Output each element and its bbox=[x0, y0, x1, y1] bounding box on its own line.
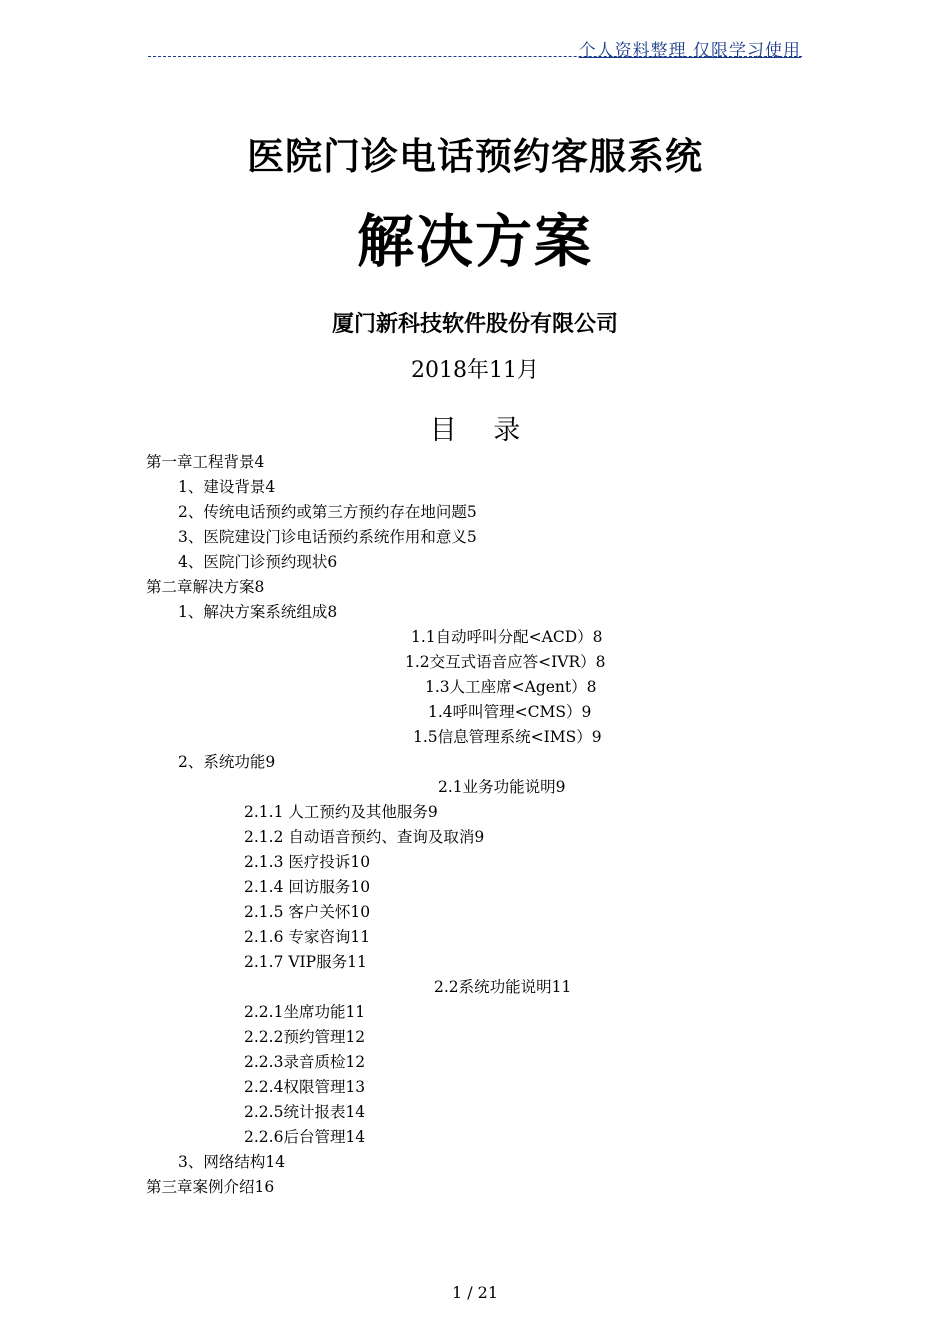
header-note: 个人资料整理 仅限学习使用 bbox=[578, 41, 801, 61]
document-date: 2018年11月 bbox=[411, 358, 539, 383]
toc-entry[interactable]: 1.2交互式语音应答<IVR）8 bbox=[405, 653, 606, 671]
toc-entry[interactable]: 第二章解决方案8 bbox=[146, 578, 265, 596]
toc-entry[interactable]: 2.2.5统计报表14 bbox=[244, 1103, 366, 1121]
document-title: 医院门诊电话预约客服系统 bbox=[247, 134, 703, 178]
toc-entry[interactable]: 2.1.4 回访服务10 bbox=[244, 878, 371, 896]
toc-entry[interactable]: 1.4呼叫管理<CMS）9 bbox=[428, 703, 592, 721]
toc-entry[interactable]: 2.2系统功能说明11 bbox=[434, 978, 572, 996]
toc-entry[interactable]: 2.1.1 人工预约及其他服务9 bbox=[244, 803, 438, 821]
toc-heading: 目 录 bbox=[429, 415, 521, 446]
toc-entry[interactable]: 第一章工程背景4 bbox=[146, 453, 265, 471]
toc-entry[interactable]: 2.1.2 自动语音预约、查询及取消9 bbox=[244, 828, 485, 846]
toc-entry[interactable]: 1.3人工座席<Agent）8 bbox=[425, 678, 597, 696]
toc-entry[interactable]: 2、系统功能9 bbox=[178, 753, 276, 771]
toc-entry[interactable]: 2.1.5 客户关怀10 bbox=[244, 903, 371, 921]
company-name: 厦门新科技软件股份有限公司 bbox=[331, 311, 618, 337]
toc-entry[interactable]: 2.2.6后台管理14 bbox=[244, 1128, 366, 1146]
toc-entry[interactable]: 2.2.1坐席功能11 bbox=[244, 1003, 366, 1021]
toc-entry[interactable]: 2.2.4权限管理13 bbox=[244, 1078, 366, 1096]
toc-entry[interactable]: 3、医院建设门诊电话预约系统作用和意义5 bbox=[178, 528, 477, 546]
toc-entry[interactable]: 2.2.3录音质检12 bbox=[244, 1053, 366, 1071]
toc-entry[interactable]: 1、建设背景4 bbox=[178, 478, 276, 496]
toc-entry[interactable]: 2、传统电话预约或第三方预约存在地问题5 bbox=[178, 503, 477, 521]
document-subtitle: 解决方案 bbox=[357, 208, 593, 275]
toc-entry[interactable]: 2.1.3 医疗投诉10 bbox=[244, 853, 371, 871]
toc-entry[interactable]: 1.5信息管理系统<IMS）9 bbox=[413, 728, 602, 746]
toc-entry[interactable]: 2.1.6 专家咨询11 bbox=[244, 928, 371, 946]
header-divider bbox=[148, 56, 802, 57]
page-number: 1 / 21 bbox=[451, 1283, 499, 1302]
toc-entry[interactable]: 1、解决方案系统组成8 bbox=[178, 603, 338, 621]
toc-entry[interactable]: 2.1业务功能说明9 bbox=[438, 778, 566, 796]
toc-entry[interactable]: 3、网络结构14 bbox=[178, 1153, 286, 1171]
toc-entry[interactable]: 1.1自动呼叫分配<ACD）8 bbox=[411, 628, 603, 646]
toc-entry[interactable]: 2.2.2预约管理12 bbox=[244, 1028, 366, 1046]
toc-entry[interactable]: 4、医院门诊预约现状6 bbox=[178, 553, 338, 571]
toc-entry[interactable]: 2.1.7 VIP服务11 bbox=[244, 953, 367, 971]
toc-entry[interactable]: 第三章案例介绍16 bbox=[146, 1178, 275, 1196]
